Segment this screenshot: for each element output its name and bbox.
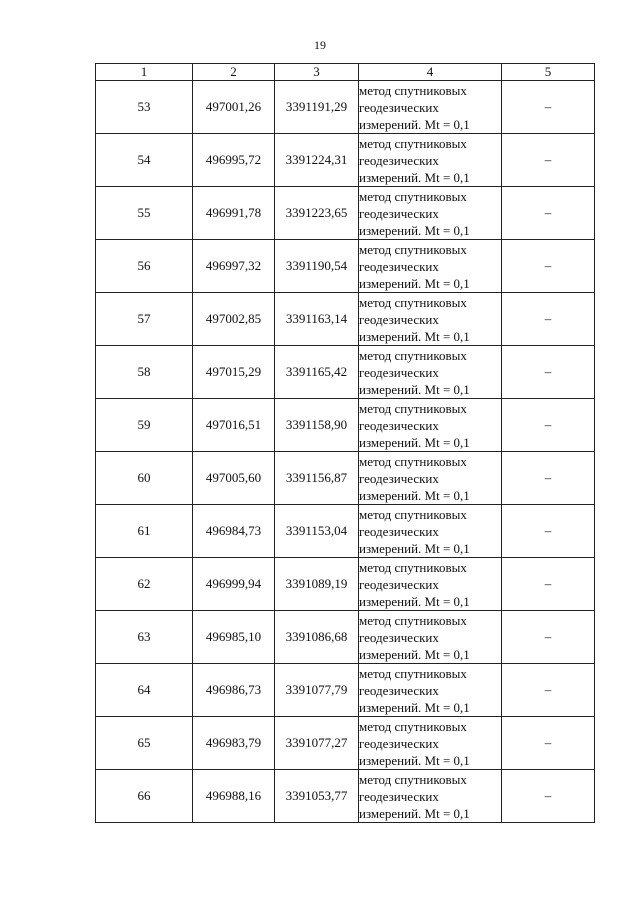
point-number: 60: [96, 452, 193, 505]
coordinate-x: 497016,51: [193, 399, 275, 452]
point-number: 54: [96, 134, 193, 187]
method-description: [359, 187, 502, 240]
note-cell: –: [502, 81, 595, 134]
coordinates-table: [95, 63, 595, 823]
coordinate-y: 3391223,65: [275, 187, 359, 240]
coordinate-y: 3391156,87: [275, 452, 359, 505]
method-line: геодезических: [359, 152, 439, 168]
method-line: геодезических: [359, 364, 439, 380]
method-line: метод спутниковых: [359, 453, 467, 469]
table-row: [96, 664, 595, 717]
method-line: измерений. Mt = 0,1: [359, 699, 470, 715]
method-description: [359, 611, 502, 664]
method-line: измерений. Mt = 0,1: [359, 487, 470, 503]
method-line: измерений. Mt = 0,1: [359, 540, 470, 556]
column-header-2: 2: [193, 64, 275, 81]
coordinate-x: 496995,72: [193, 134, 275, 187]
point-number: 63: [96, 611, 193, 664]
note-cell: –: [502, 558, 595, 611]
method-line: геодезических: [359, 576, 439, 592]
method-line: измерений. Mt = 0,1: [359, 434, 470, 450]
method-line: метод спутниковых: [359, 400, 467, 416]
coordinate-y: 3391163,14: [275, 293, 359, 346]
coordinate-x: 496997,32: [193, 240, 275, 293]
method-line: геодезических: [359, 735, 439, 751]
table-body: [96, 81, 595, 823]
page-number: 19: [314, 38, 326, 52]
coordinate-y: 3391077,79: [275, 664, 359, 717]
method-line: метод спутниковых: [359, 294, 467, 310]
method-line: метод спутниковых: [359, 241, 467, 257]
note-cell: –: [502, 399, 595, 452]
table-row: [96, 134, 595, 187]
method-line: измерений. Mt = 0,1: [359, 646, 470, 662]
point-number: 62: [96, 558, 193, 611]
method-line: геодезических: [359, 470, 439, 486]
method-description: [359, 81, 502, 134]
coordinate-y: 3391224,31: [275, 134, 359, 187]
method-line: измерений. Mt = 0,1: [359, 275, 470, 291]
note-cell: –: [502, 505, 595, 558]
coordinate-y: 3391165,42: [275, 346, 359, 399]
table-row: [96, 611, 595, 664]
method-line: метод спутниковых: [359, 347, 467, 363]
coordinate-x: 497005,60: [193, 452, 275, 505]
method-line: геодезических: [359, 417, 439, 433]
coordinate-y: 3391158,90: [275, 399, 359, 452]
table-row: [96, 240, 595, 293]
coordinate-x: 497015,29: [193, 346, 275, 399]
method-line: геодезических: [359, 99, 439, 115]
point-number: 66: [96, 770, 193, 823]
method-description: [359, 399, 502, 452]
coordinate-x: 496984,73: [193, 505, 275, 558]
column-header-1: 1: [96, 64, 193, 81]
method-line: измерений. Mt = 0,1: [359, 752, 470, 768]
note-cell: –: [502, 770, 595, 823]
method-line: метод спутниковых: [359, 718, 467, 734]
note-cell: –: [502, 346, 595, 399]
note-cell: –: [502, 717, 595, 770]
table-row: [96, 452, 595, 505]
method-description: [359, 293, 502, 346]
method-line: геодезических: [359, 311, 439, 327]
note-cell: –: [502, 293, 595, 346]
point-number: 65: [96, 717, 193, 770]
point-number: 59: [96, 399, 193, 452]
method-description: [359, 505, 502, 558]
method-description: [359, 558, 502, 611]
coordinate-y: 3391153,04: [275, 505, 359, 558]
method-description: [359, 770, 502, 823]
table-row: [96, 558, 595, 611]
method-line: метод спутниковых: [359, 771, 467, 787]
method-description: [359, 664, 502, 717]
note-cell: –: [502, 664, 595, 717]
method-description: [359, 240, 502, 293]
method-line: метод спутниковых: [359, 188, 467, 204]
method-line: геодезических: [359, 258, 439, 274]
method-line: измерений. Mt = 0,1: [359, 222, 470, 238]
coordinate-y: 3391086,68: [275, 611, 359, 664]
method-line: метод спутниковых: [359, 665, 467, 681]
method-line: метод спутниковых: [359, 506, 467, 522]
method-line: метод спутниковых: [359, 82, 467, 98]
coordinate-x: 496988,16: [193, 770, 275, 823]
coordinate-x: 497001,26: [193, 81, 275, 134]
point-number: 56: [96, 240, 193, 293]
method-line: метод спутниковых: [359, 135, 467, 151]
point-number: 61: [96, 505, 193, 558]
coordinate-y: 3391053,77: [275, 770, 359, 823]
method-line: измерений. Mt = 0,1: [359, 116, 470, 132]
method-description: [359, 134, 502, 187]
method-line: измерений. Mt = 0,1: [359, 328, 470, 344]
coordinate-x: 496999,94: [193, 558, 275, 611]
coordinate-x: 497002,85: [193, 293, 275, 346]
table-row: [96, 505, 595, 558]
point-number: 57: [96, 293, 193, 346]
method-line: измерений. Mt = 0,1: [359, 593, 470, 609]
column-header-5: 5: [502, 64, 595, 81]
method-line: метод спутниковых: [359, 612, 467, 628]
point-number: 53: [96, 81, 193, 134]
table-row: [96, 293, 595, 346]
point-number: 58: [96, 346, 193, 399]
method-line: измерений. Mt = 0,1: [359, 805, 470, 821]
coordinate-x: 496991,78: [193, 187, 275, 240]
note-cell: –: [502, 187, 595, 240]
method-line: метод спутниковых: [359, 559, 467, 575]
table-row: [96, 770, 595, 823]
point-number: 55: [96, 187, 193, 240]
column-header-3: 3: [275, 64, 359, 81]
coordinate-x: 496985,10: [193, 611, 275, 664]
table-row: [96, 81, 595, 134]
method-line: геодезических: [359, 523, 439, 539]
method-description: [359, 717, 502, 770]
coordinate-y: 3391077,27: [275, 717, 359, 770]
table-row: [96, 399, 595, 452]
coordinate-x: 496983,79: [193, 717, 275, 770]
table-row: [96, 187, 595, 240]
method-description: [359, 346, 502, 399]
method-line: геодезических: [359, 205, 439, 221]
note-cell: –: [502, 611, 595, 664]
method-line: геодезических: [359, 682, 439, 698]
method-description: [359, 452, 502, 505]
method-line: измерений. Mt = 0,1: [359, 381, 470, 397]
column-header-4: 4: [359, 64, 502, 81]
coordinate-y: 3391191,29: [275, 81, 359, 134]
method-line: измерений. Mt = 0,1: [359, 169, 470, 185]
coordinate-y: 3391089,19: [275, 558, 359, 611]
coordinate-y: 3391190,54: [275, 240, 359, 293]
table-header-row: [96, 64, 595, 81]
coordinate-x: 496986,73: [193, 664, 275, 717]
note-cell: –: [502, 240, 595, 293]
method-line: геодезических: [359, 788, 439, 804]
note-cell: –: [502, 134, 595, 187]
note-cell: –: [502, 452, 595, 505]
point-number: 64: [96, 664, 193, 717]
table-row: [96, 346, 595, 399]
method-line: геодезических: [359, 629, 439, 645]
table-row: [96, 717, 595, 770]
